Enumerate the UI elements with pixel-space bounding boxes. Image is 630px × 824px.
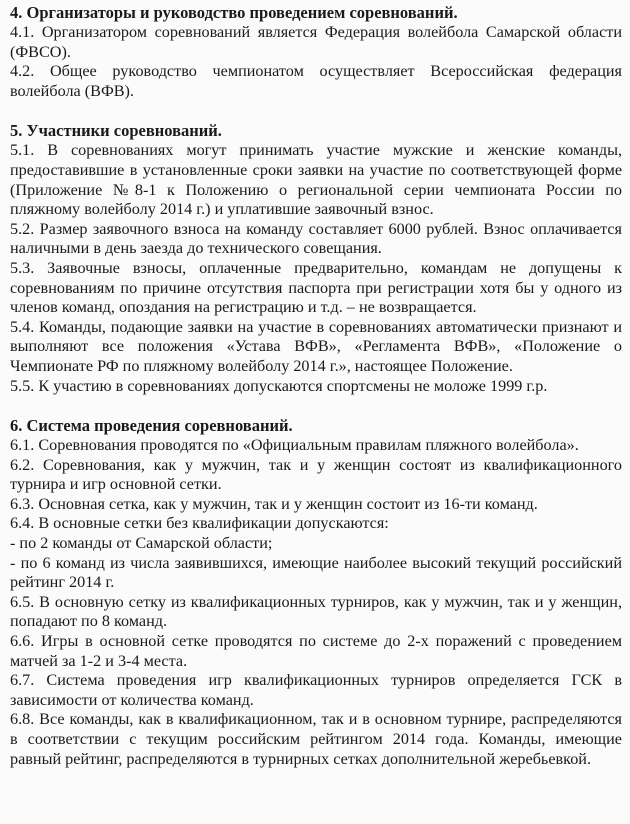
paragraph: 5.3. Заявочные взносы, оплаченные предварительно, командам не допущены к соревнованиям по причине отсутствия паспорта при регистрации хотя бы у одного из членов команд, опоздания на регистрацию и т.д. – не возвращается.: [10, 258, 622, 317]
paragraph: 6.7. Система проведения игр квалификационных турниров определяется ГСК в зависимости от количества команд.: [10, 671, 622, 709]
paragraph: 6.3. Основная сетка, как у мужчин, так и у женщин состоит из 16-ти команд.: [10, 494, 538, 513]
paragraph: 6.5. В основную сетку из квалификационных турниров, как у мужчин, так и у женщин, попадают по 8 команд.: [10, 592, 622, 631]
paragraph: 4.1. Организатором соревнований является Федерация волейбола Самарской области (ФВСО).: [10, 23, 622, 61]
paragraph: 5.1. В соревнованиях могут принимать участие мужские и женские команды, предоставившие в установленные сроки заявки на участие по соответствующей форме (Приложение №8-1 к Положению о региональной серии чемпионата России по пляжному волейболу 2014 г.) и уплатившие заявочный взнос.: [10, 141, 622, 219]
paragraph: 5.4. Команды, подающие заявки на участие в соревнованиях автоматически признают и выполняют все положения «Устава ВФВ», «Регламента ВФВ», «Положение о Чемпионате РФ по пляжному волейболу 2014 г.», настоящее Положение.: [10, 317, 622, 375]
paragraph: 5.2. Размер заявочного взноса на команду составляет 6000 рублей. Взнос оплачивается наличными в день заезда до технического совещания.: [10, 219, 622, 258]
section-participants: [10, 121, 622, 396]
paragraph: 5.5. К участию в соревнованиях допускаются спортсмены не моложе 1999 г.р.: [10, 376, 548, 395]
section-competition-system: [10, 416, 622, 769]
paragraph: 6.8. Все команды, как в квалификационном, так и в основном турнире, распределяются в соответствии с текущим российским рейтингом 2014 года. Команды, имеющие равный рейтинг, распределяются в турнирных сетках дополнительной жеребьевкой.: [10, 710, 622, 768]
paragraph: 6.2. Соревнования, как у мужчин, так и у женщин состоят из квалификационного турнира и игр основной сетки.: [10, 455, 622, 494]
paragraph: 6.6. Игры в основной сетке проводятся по системе до 2-х поражений с проведением матчей за 1-2 и 3-4 места.: [10, 632, 622, 670]
paragraph: 6.4. В основные сетки без квалификации допускаются:: [10, 514, 389, 533]
paragraph: - по 2 команды от Самарской области;: [10, 534, 273, 553]
section-organizers: [10, 3, 622, 101]
section-heading: 6. Система проведения соревнований.: [10, 416, 293, 436]
section-heading: 4. Организаторы и руководство проведением соревнований.: [10, 3, 458, 22]
paragraph: 4.2. Общее руководство чемпионатом осуществляет Всероссийская федерация волейбола (ВФВ).: [10, 62, 622, 100]
paragraph: - по 6 команд из числа заявившихся, имеющие наиболее высокий текущий российский рейтинг 2014 г.: [10, 553, 622, 592]
paragraph: 6.1. Соревнования проводятся по «Официальным правилам пляжного волейбола».: [10, 436, 579, 455]
section-heading: 5. Участники соревнований.: [10, 121, 222, 141]
